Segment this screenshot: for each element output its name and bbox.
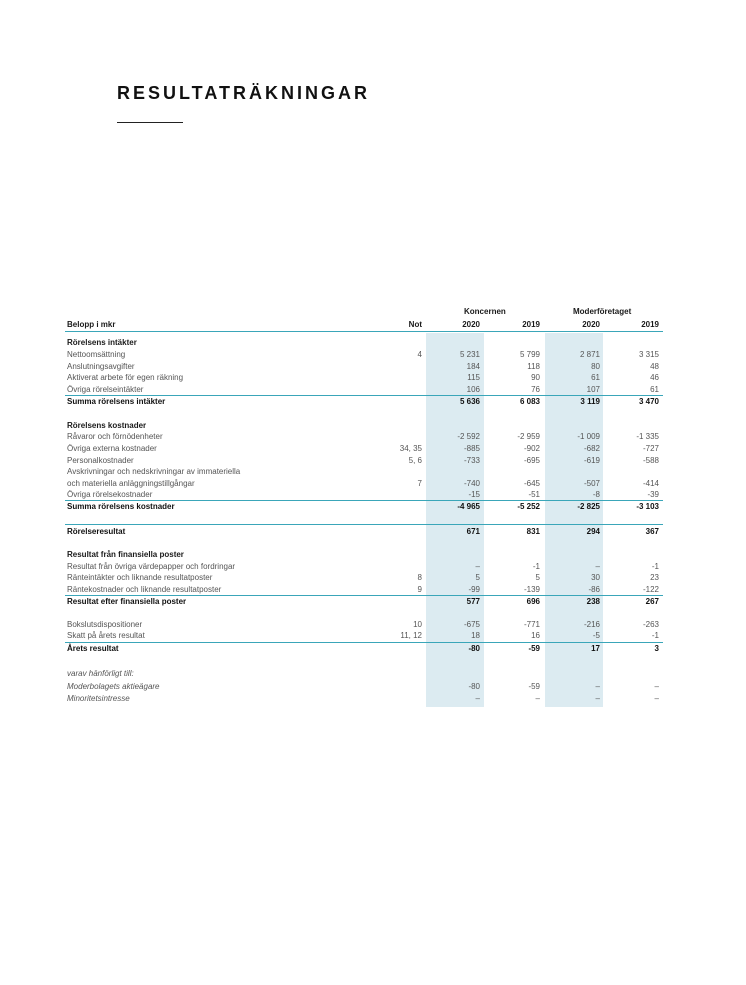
table-row [0,584,746,596]
moderforetaget-2019-cell: – [654,682,659,691]
row-label: Rörelseresultat [67,527,126,536]
koncernen-2019-cell: 16 [531,631,540,640]
table-row-sum [0,596,746,608]
moderforetaget-2019-cell: -588 [642,456,659,465]
row-label: Anslutningsavgifter [67,362,135,371]
moderforetaget-2019-cell: – [654,694,659,703]
koncernen-2019-cell: 696 [526,597,540,606]
row-label: och materiella anläggningstillgångar [67,479,195,488]
page-title: RESULTATRÄKNINGAR [117,83,370,103]
table-row [0,372,746,384]
koncernen-2020-cell: -99 [468,585,480,594]
moderforetaget-2020-cell: 294 [586,527,600,536]
header-rule [65,331,663,332]
koncernen-2019-cell: 5 [535,573,540,582]
table-row [0,630,746,642]
koncernen-2020-cell: -80 [468,644,480,653]
not-cell: 11, 12 [400,631,422,640]
row-label: Personalkostnader [67,456,134,465]
row-label: Övriga externa kostnader [67,444,157,453]
koncernen-2019-cell: 6 083 [519,397,540,406]
koncernen-2019-cell: -695 [523,456,540,465]
table-row [0,349,746,361]
not-cell: 9 [417,585,422,594]
moderforetaget-2020-cell: – [595,694,600,703]
moderforetaget-2020-cell: -5 [592,631,600,640]
moderforetaget-2019-cell: -263 [642,620,659,629]
row-label: Årets resultat [67,644,119,653]
koncernen-2019-cell: 118 [527,362,540,371]
table-row [0,489,746,501]
moderforetaget-2020-header: 2020 [582,320,600,329]
koncernen-2020-cell: 5 231 [459,350,480,359]
row-label: Skatt på årets resultat [67,631,145,640]
row-label: Aktiverat arbete för egen räkning [67,373,184,382]
koncernen-2020-cell: 5 [475,573,480,582]
koncernen-2019-cell: -1 [532,562,540,571]
moderforetaget-2019-cell: 46 [650,373,659,382]
title-underline [117,122,183,123]
moderforetaget-2020-cell: 107 [586,385,600,394]
table-row-sum [0,396,746,408]
koncernen-2019-cell: 76 [531,385,540,394]
koncernen-2020-cell: 115 [467,373,480,382]
not-cell: 5, 6 [408,456,422,465]
moderforetaget-2020-cell: 3 119 [580,397,600,406]
row-label: Summa rörelsens kostnader [67,502,175,511]
not-cell: 10 [413,620,422,629]
row-label-header: Belopp i mkr [67,320,116,329]
row-label: Resultat efter finansiella poster [67,597,187,606]
not-header: Not [408,320,422,329]
table-row [0,443,746,455]
group-header-koncernen: Koncernen [464,307,506,316]
moderforetaget-2020-cell: -86 [588,585,600,594]
koncernen-2020-cell: 5 636 [459,397,480,406]
moderforetaget-2019-cell: -3 103 [636,502,659,511]
table-row [0,384,746,396]
table-row-sum [0,526,746,538]
moderforetaget-2020-cell: -216 [583,620,600,629]
table-row-sum [0,643,746,655]
moderforetaget-2020-cell: 238 [586,597,600,606]
koncernen-2019-cell: 831 [526,527,540,536]
table-row [0,572,746,584]
moderforetaget-2020-cell: 17 [591,644,600,653]
moderforetaget-2019-cell: -414 [642,479,659,488]
row-label: Rörelsens intäkter [67,338,137,347]
koncernen-2020-cell: 18 [471,631,480,640]
koncernen-2020-cell: -2 592 [457,432,480,441]
not-cell: 7 [417,479,422,488]
row-label: Resultat från övriga värdepapper och fordringar [67,562,236,571]
row-label: Avskrivningar och nedskrivningar av immateriella [67,467,241,476]
moderforetaget-2020-cell: -2 825 [577,502,600,511]
koncernen-2019-cell: -645 [523,479,540,488]
koncernen-2020-cell: -733 [463,456,480,465]
moderforetaget-2019-cell: 48 [650,362,659,371]
row-label: Moderbolagets aktieägare [67,682,160,691]
moderforetaget-2020-cell: -8 [592,490,600,499]
row-label: Minoritetsintresse [67,694,130,703]
koncernen-2020-cell: 577 [466,597,480,606]
moderforetaget-2019-cell: 3 315 [638,350,659,359]
moderforetaget-2020-cell: 61 [591,373,600,382]
koncernen-2019-cell: -5 252 [517,502,540,511]
moderforetaget-2019-cell: -1 335 [636,432,659,441]
koncernen-2020-cell: -80 [468,682,480,691]
table-row [0,431,746,443]
koncernen-2020-cell: 184 [466,362,480,371]
moderforetaget-2020-cell: – [595,562,600,571]
table-row [0,466,746,478]
row-label: Rörelsens kostnader [67,421,147,430]
moderforetaget-2019-cell: 367 [645,527,659,536]
table-row [0,337,746,349]
moderforetaget-2019-cell: 23 [650,573,659,582]
moderforetaget-2019-cell: -727 [642,444,659,453]
table-row-sum [0,501,746,513]
koncernen-2019-cell: -59 [528,644,540,653]
koncernen-2019-cell: -139 [523,585,540,594]
koncernen-2020-cell: – [475,694,480,703]
koncernen-2019-cell: 5 799 [519,350,540,359]
table-row [0,668,746,680]
moderforetaget-2020-cell: -1 009 [577,432,600,441]
koncernen-2020-cell: -885 [463,444,480,453]
column-header-row [0,319,746,331]
table-row [0,681,746,693]
moderforetaget-2019-header: 2019 [641,320,659,329]
moderforetaget-2020-cell: – [595,682,600,691]
table-row [0,693,746,705]
moderforetaget-2019-cell: 61 [650,385,659,394]
moderforetaget-2020-cell: 30 [591,573,600,582]
not-cell: 4 [417,350,422,359]
koncernen-2020-cell: -675 [463,620,480,629]
not-cell: 8 [417,573,422,582]
koncernen-2019-cell: -771 [523,620,540,629]
table-row [0,549,746,561]
koncernen-2019-cell: -51 [528,490,540,499]
group-header-moderforetaget: Moderföretaget [573,307,632,316]
moderforetaget-2019-cell: -1 [651,631,659,640]
koncernen-2019-cell: -59 [528,682,540,691]
koncernen-2019-cell: – [535,694,540,703]
row-label: Resultat från finansiella poster [67,550,184,559]
koncernen-2019-cell: -902 [523,444,540,453]
koncernen-2019-cell: -2 959 [517,432,540,441]
moderforetaget-2019-cell: 3 470 [638,397,659,406]
moderforetaget-2019-cell: -39 [647,490,659,499]
not-cell: 34, 35 [399,444,422,453]
koncernen-2020-cell: -4 965 [457,502,480,511]
moderforetaget-2020-cell: -507 [583,479,600,488]
koncernen-2019-cell: 90 [531,373,540,382]
row-label: Räntekostnader och liknande resultatposter [67,585,222,594]
row-label: Summa rörelsens intäkter [67,397,166,406]
moderforetaget-2020-cell: 2 871 [579,350,600,359]
koncernen-2020-cell: -740 [463,479,480,488]
koncernen-2020-cell: – [475,562,480,571]
koncernen-2020-cell: -15 [468,490,480,499]
moderforetaget-2019-cell: -122 [642,585,659,594]
row-label: Övriga rörelseintäkter [67,385,144,394]
rorelseresultat-top-rule [65,524,663,525]
moderforetaget-2019-cell: 267 [645,597,659,606]
moderforetaget-2020-cell: -619 [583,456,600,465]
koncernen-2020-cell: 106 [466,385,480,394]
koncernen-2019-header: 2019 [522,320,540,329]
row-label: Bokslutsdispositioner [67,620,143,629]
koncernen-2020-header: 2020 [462,320,480,329]
moderforetaget-2020-cell: -682 [583,444,600,453]
moderforetaget-2020-cell: 80 [591,362,600,371]
row-label: Nettoomsättning [67,350,126,359]
row-label: varav hänförligt till: [67,669,134,678]
koncernen-2020-cell: 671 [466,527,480,536]
moderforetaget-2019-cell: -1 [651,562,659,571]
row-label: Ränteintäkter och liknande resultatposter [67,573,213,582]
row-label: Råvaror och förnödenheter [67,432,163,441]
row-label: Övriga rörelsekostnader [67,490,153,499]
moderforetaget-2019-cell: 3 [654,644,659,653]
